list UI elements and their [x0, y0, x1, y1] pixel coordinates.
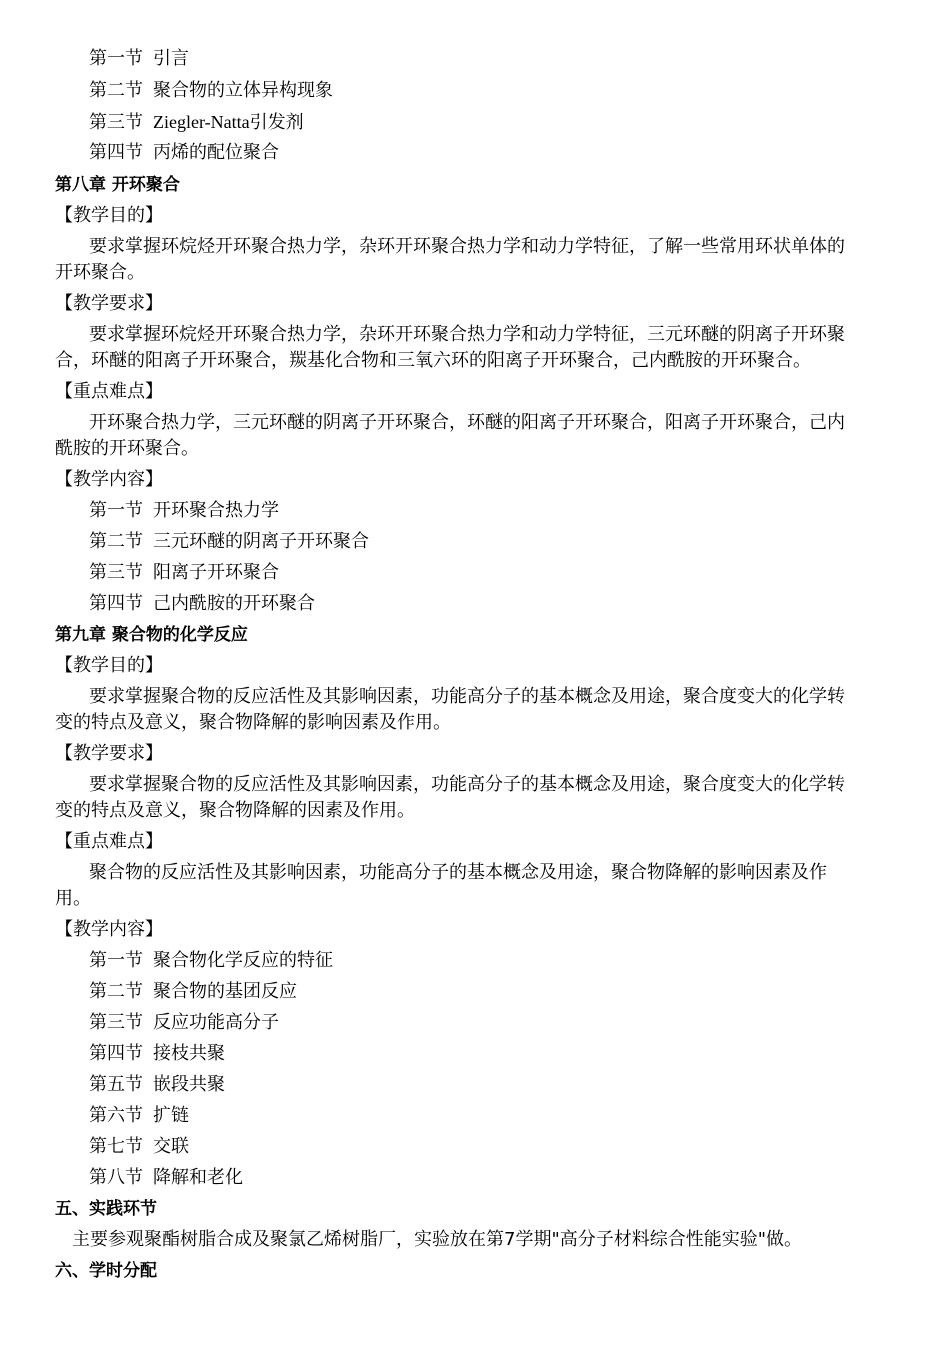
section-item: 第八节 降解和老化	[89, 1167, 243, 1188]
section-item: 第四节 接枝共聚	[89, 1043, 225, 1064]
paragraph-line: 用。	[55, 888, 91, 909]
section-item: 第三节 反应功能高分子	[89, 1012, 279, 1033]
paragraph-line: 要求掌握环烷烃开环聚合热力学，杂环开环聚合热力学和动力学特征，了解一些常用环状单体的	[89, 236, 845, 257]
part-heading: 六、学时分配	[55, 1261, 157, 1281]
paragraph-line: 要求掌握聚合物的反应活性及其影响因素，功能高分子的基本概念及用途，聚合度变大的化学转	[89, 774, 845, 795]
section-item: 第四节 丙烯的配位聚合	[89, 142, 279, 163]
section-item: 第三节 Ziegler-Natta引发剂	[89, 112, 304, 133]
section-item: 第一节 引言	[89, 48, 189, 69]
label-purpose: 【教学目的】	[55, 655, 163, 676]
paragraph-line: 酰胺的开环聚合。	[55, 438, 199, 459]
part-heading: 五、实践环节	[55, 1199, 157, 1219]
section-item: 第三节 阳离子开环聚合	[89, 562, 279, 583]
section-item: 第二节 聚合物的基团反应	[89, 981, 297, 1002]
paragraph-line: 开环聚合。	[55, 262, 145, 283]
section-item: 第六节 扩链	[89, 1105, 189, 1126]
section-item: 第七节 交联	[89, 1136, 189, 1157]
paragraph-line: 主要参观聚酯树脂合成及聚氯乙烯树脂厂，实验放在第7学期"高分子材料综合性能实验"做。	[72, 1229, 803, 1250]
paragraph-line: 合，环醚的阳离子开环聚合，羰基化合物和三氧六环的阳离子开环聚合，己内酰胺的开环聚合。	[55, 350, 811, 371]
section-item: 第一节 开环聚合热力学	[89, 500, 279, 521]
paragraph-line: 要求掌握环烷烃开环聚合热力学，杂环开环聚合热力学和动力学特征，三元环醚的阴离子开环聚	[89, 324, 845, 345]
label-requirements: 【教学要求】	[55, 743, 163, 764]
label-content: 【教学内容】	[55, 469, 163, 490]
paragraph-line: 聚合物的反应活性及其影响因素，功能高分子的基本概念及用途，聚合物降解的影响因素及作	[89, 862, 827, 883]
label-content: 【教学内容】	[55, 919, 163, 940]
chapter-heading: 第八章 开环聚合	[55, 175, 180, 195]
label-key-points: 【重点难点】	[55, 381, 163, 402]
paragraph-line: 变的特点及意义，聚合物降解的因素及作用。	[55, 800, 415, 821]
section-item: 第二节 三元环醚的阴离子开环聚合	[89, 531, 369, 552]
section-item: 第四节 己内酰胺的开环聚合	[89, 593, 315, 614]
label-purpose: 【教学目的】	[55, 205, 163, 226]
section-item: 第二节 聚合物的立体异构现象	[89, 80, 333, 101]
section-item: 第五节 嵌段共聚	[89, 1074, 225, 1095]
label-key-points: 【重点难点】	[55, 831, 163, 852]
chapter-heading: 第九章 聚合物的化学反应	[55, 625, 248, 645]
paragraph-line: 变的特点及意义，聚合物降解的影响因素及作用。	[55, 712, 451, 733]
paragraph-line: 要求掌握聚合物的反应活性及其影响因素，功能高分子的基本概念及用途，聚合度变大的化学转	[89, 686, 845, 707]
section-item: 第一节 聚合物化学反应的特征	[89, 950, 333, 971]
label-requirements: 【教学要求】	[55, 293, 163, 314]
paragraph-line: 开环聚合热力学，三元环醚的阴离子开环聚合，环醚的阳离子开环聚合，阳离子开环聚合，己内	[89, 412, 845, 433]
